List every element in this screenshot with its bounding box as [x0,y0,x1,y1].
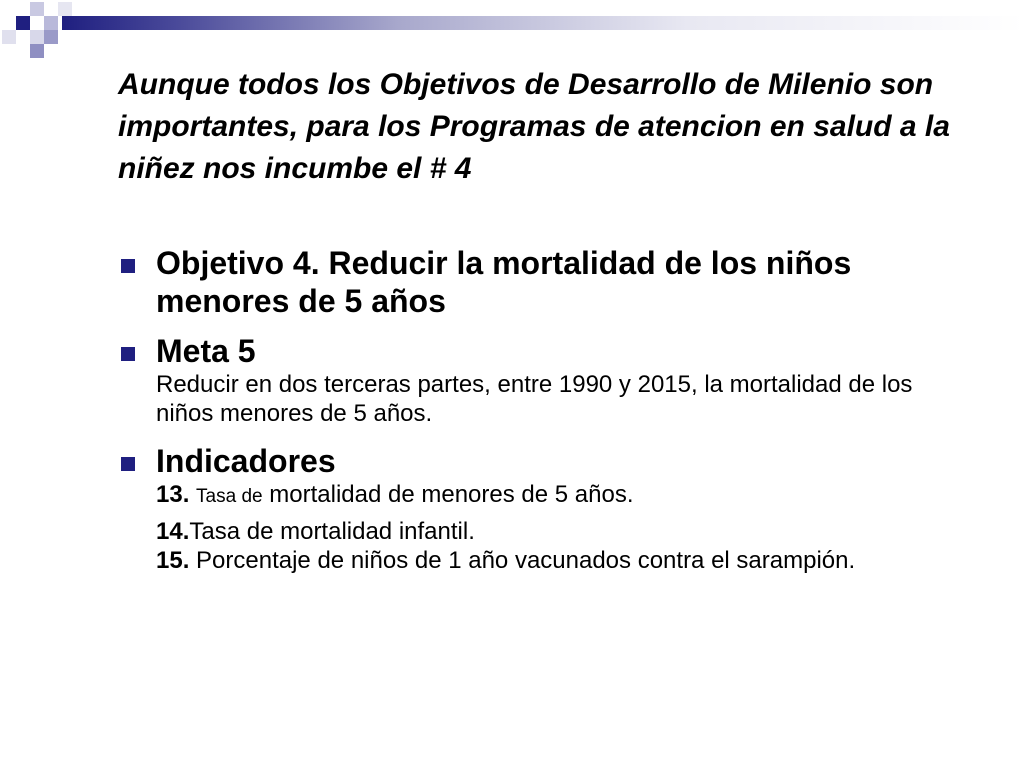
indicator-number: 13. [156,481,190,508]
header-gradient-band [62,16,1024,30]
decor-square-dark [16,16,30,30]
indicators-heading: Indicadores [156,443,336,479]
indicator-number: 14. [156,518,190,545]
indicator-text: mortalidad de menores de 5 años. [262,481,634,508]
decor-square-light [30,44,44,58]
bullet-objective [118,244,918,320]
goal-heading: Meta 5 [156,333,256,369]
slide-title: Aunque todos los Objetivos de Desarrollo de Milenio son importantes, para los Programas de atencion en salud a la niñez nos incumbe el # 4 [118,68,950,185]
square-bullet-icon [121,347,135,361]
square-bullet-icon [121,457,135,471]
decor-square-light [30,2,44,16]
square-bullet-icon [121,259,135,273]
bullet-indicators [118,442,918,575]
indicator-item [156,517,918,546]
decor-square-light [58,2,72,16]
bullet-list [118,244,918,575]
indicator-number: 15. [156,547,190,574]
indicator-item [156,480,918,511]
objective-text: Objetivo 4. Reducir la mortalidad de los niños menores de 5 años [156,245,852,319]
decor-square-light [44,30,58,44]
decor-square-light [44,16,58,30]
indicator-text: Porcentaje de niños de 1 año vacunados contra el sarampión. [189,547,856,574]
decor-square-light [30,30,44,44]
decor-square-light [2,30,16,44]
goal-text: Reducir en dos terceras partes, entre 1990 y 2015, la mortalidad de los niños menores de 5 años. [156,371,913,427]
header-decoration [0,0,1024,60]
bullet-goal [118,332,918,428]
indicator-text-small: Tasa de [196,486,263,507]
indicator-text: Tasa de mortalidad infantil. [189,518,475,545]
indicator-item [156,546,918,575]
